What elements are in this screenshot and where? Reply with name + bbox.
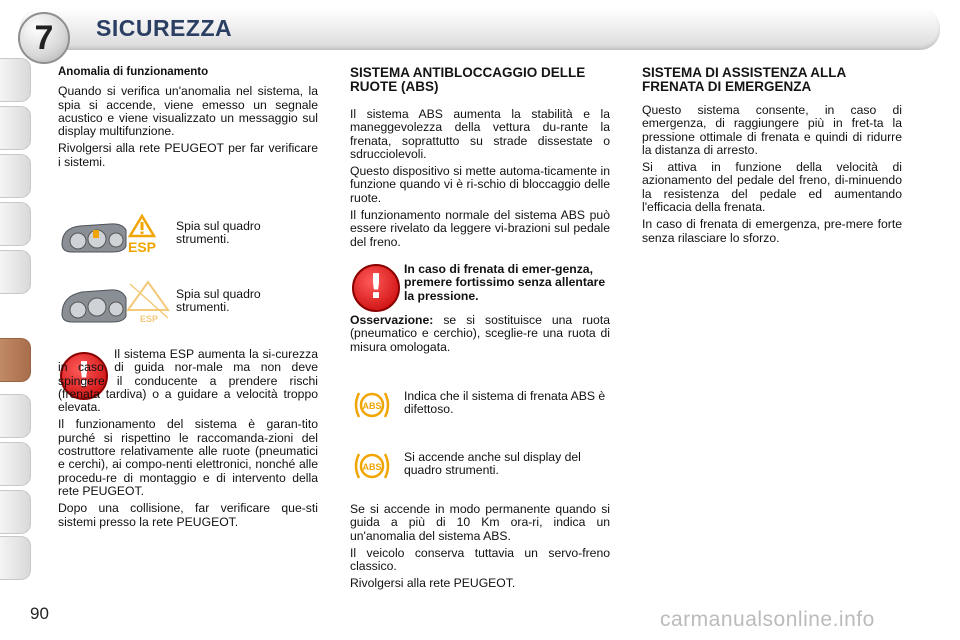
abs-warning-text: In caso di frenata di emer-genza, premere fortissimo senza allentare la pressione. — [404, 262, 606, 303]
left-column — [58, 66, 318, 173]
abs-warning-icon — [352, 449, 392, 483]
paragraph: Rivolgersi alla rete PEUGEOT. — [350, 576, 516, 591]
paragraph: Questo sistema consente, in caso di emergenza, di raggiungere più in fret-ta la pressione ottimale di frenata e quindi di ridurre la distanza di arresto. — [642, 103, 902, 157]
cluster1-caption: Spia sul quadro strumenti. — [176, 219, 261, 247]
paragraph: Quando si verifica un'anomalia nel sistema, la spia si accende, viene emesso un segnale acustico e viene visualizzato un messaggio sul display multifunzione. — [58, 84, 318, 139]
abs-label: ABS — [362, 401, 382, 411]
chapter-tab[interactable] — [0, 106, 31, 150]
cluster2-caption: Spia sul quadro strumenti. — [176, 287, 261, 315]
middle-column — [350, 66, 610, 253]
note-label: Osservazione: — [350, 313, 434, 327]
page-title: SICUREZZA — [96, 15, 233, 41]
chapter-tab[interactable] — [0, 250, 31, 294]
esp-label: ESP — [140, 314, 159, 324]
paragraph: Il veicolo conserva tuttavia un servo-freno classico. — [350, 545, 610, 574]
eba-section-title: SISTEMA DI ASSISTENZA ALLA FRENATA DI EMERGENZA — [642, 65, 846, 94]
esp-label: ESP — [128, 239, 157, 255]
abs2-caption: Si accende anche sul display del quadro strumenti. — [404, 450, 581, 478]
paragraph: Il funzionamento normale del sistema ABS può essere rivelato da leggere vi-brazioni sul pedale del freno. — [350, 208, 610, 249]
esp-warning-text: Il sistema ESP aumenta la si-curezza in caso di guida nor-male ma non deve spingere il conducente a prendere rischi (frenata tardiva) o a guidare a velocità troppo elevata. — [58, 347, 318, 415]
chapter-number: 7 — [18, 12, 70, 64]
instrument-cluster-esp-off-icon — [58, 276, 170, 328]
abs-label: ABS — [362, 462, 382, 472]
abs-section-title: SISTEMA ANTIBLOCCAGGIO DELLE RUOTE (ABS) — [350, 65, 586, 94]
chapter-tab[interactable] — [0, 58, 31, 102]
instrument-cluster-esp-icon — [58, 210, 170, 258]
paragraph: Il funzionamento del sistema è garan-tito purché si rispettino le raccomanda-zioni del costruttore relativamente alle ruote (pneumatici e cerchi), ai compo-nenti elettronici, nonché alle procedu-re di montaggio e di intervento della rete PEUGEOT. — [58, 417, 318, 498]
abs1-caption: Indica che il sistema di frenata ABS è difettoso. — [404, 389, 606, 417]
chapter-tab[interactable] — [0, 154, 31, 198]
paragraph: Il sistema ABS aumenta la stabilità e la maneggevolezza della vettura du-rante la frenata, soprattutto su strade dissestate o sdrucciolevoli. — [350, 107, 610, 161]
chapter-tab[interactable] — [0, 536, 31, 580]
chapter-tab[interactable] — [0, 202, 31, 246]
abs-note — [350, 314, 610, 358]
watermark: carmanualsonline.info — [660, 608, 875, 631]
paragraph: Dopo una collisione, far verificare que-sti sistemi presso la rete PEUGEOT. — [58, 501, 318, 529]
right-column — [642, 66, 902, 249]
paragraph: Rivolgersi alla rete PEUGEOT per far verificare i sistemi. — [58, 141, 318, 169]
chapter-tabs — [0, 58, 30, 578]
paragraph: Si attiva in funzione della velocità di azionamento del pedale del freno, di-minuendo la resistenza del pedale ed aumentando l'efficacia della frenata. — [642, 160, 902, 215]
chapter-tab-active[interactable] — [0, 338, 31, 382]
paragraph: Se si accende in modo permanente quando si guida a più di 10 Km ora-ri, indica un un'anomalia del sistema ABS. — [350, 502, 610, 543]
page-number: 90 — [30, 604, 49, 623]
chapter-tab[interactable] — [0, 394, 31, 438]
left-warning-block — [58, 348, 318, 533]
warning-exclamation-icon — [352, 264, 400, 312]
middle-bottom — [350, 503, 610, 595]
chapter-tab[interactable] — [0, 490, 31, 534]
subheading: Anomalia di funzionamento — [58, 66, 209, 78]
chapter-tab[interactable] — [0, 442, 31, 486]
abs-warning-icon — [352, 388, 392, 422]
paragraph: Questo dispositivo si mette automa-ticamente in funzione quando vi è ri-schio di bloccaggio delle ruote. — [350, 164, 610, 205]
note-text: se si sostituisce una ruota (pneumatico e cerchio), sceglie-re una ruota di misura omologata. — [350, 313, 610, 354]
paragraph: In caso di frenata di emergenza, pre-mere forte senza rilasciare lo sforzo. — [642, 217, 902, 245]
